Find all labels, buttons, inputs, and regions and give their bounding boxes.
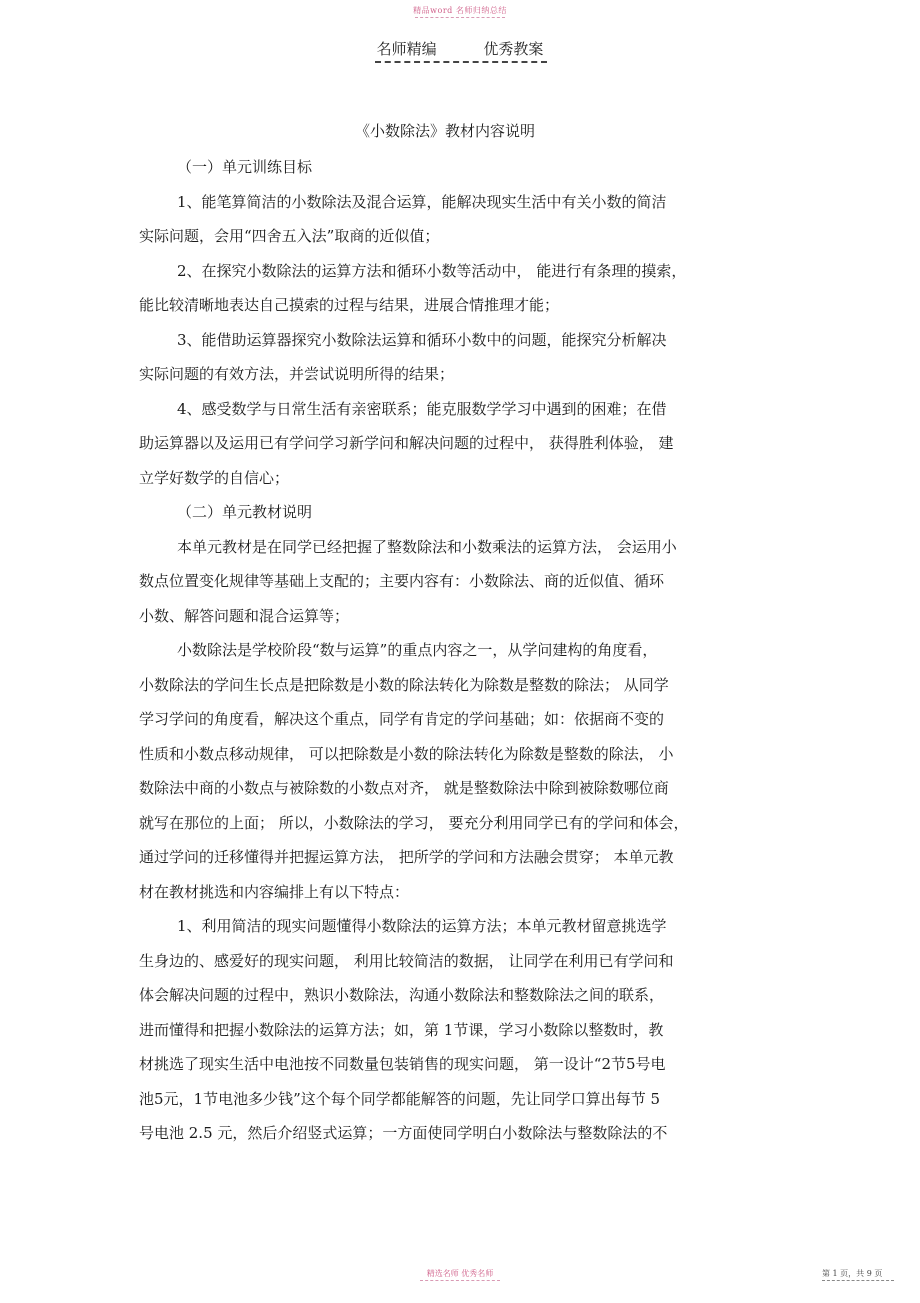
- text-line: 小数除法是学校阶段“数与运算”的重点内容之一，从学问建构的角度看，: [177, 641, 658, 659]
- header-divider: [375, 61, 547, 63]
- bottom-watermark-divider: [420, 1280, 500, 1281]
- text-line: 2、在探究小数除法的运算方法和循环小数等活动中， 能进行有条理的摸索，: [177, 261, 687, 280]
- text-line: 性质和小数点移动规律， 可以把除数是小数的除法转化为除数是整数的除法， 小: [139, 744, 674, 763]
- bottom-watermark: [0, 1268, 920, 1281]
- text-line: 数除法中商的小数点与被除数的小数点对齐， 就是整数除法中除到被除数哪位商: [139, 779, 669, 797]
- page-indicator: [822, 1268, 894, 1281]
- top-watermark-text: 精品word 名师归纳总结: [413, 6, 507, 15]
- text-line: 池5元，1节电池多少钱”这个每个同学都能解答的问题，先让同学口算出每节 5: [139, 1089, 661, 1108]
- top-watermark-divider: [415, 17, 505, 18]
- text-line: 3、能借助运算器探究小数除法运算和循环小数中的问题，能探究分析解决: [177, 330, 667, 349]
- text-line: 助运算器以及运用已有学问学习新学问和解决问题的过程中， 获得胜利体验， 建: [139, 434, 674, 452]
- bottom-watermark-text: 精选名师 优秀名师: [426, 1269, 494, 1278]
- text-line: 材挑选了现实生活中电池按不同数量包装销售的现实问题， 第一设计“2节5号电: [139, 1055, 666, 1073]
- text-line: 进而懂得和把握小数除法的运算方法；如，第 1节课，学习小数除以整数时，教: [139, 1020, 664, 1039]
- text-line: 学习学问的角度看，解决这个重点，同学有肯定的学问基础；如：依据商不变的: [139, 710, 665, 728]
- page-indicator-text: 第 1 页，共 9 页: [822, 1269, 883, 1278]
- header-left: 名师精编: [376, 40, 437, 58]
- document-body: [139, 150, 784, 1151]
- text-line: 就写在那位的上面； 所以，小数除法的学习， 要充分利用同学已有的学问和体会，: [139, 813, 689, 832]
- text-line: 小数、解答问题和混合运算等；: [139, 606, 350, 625]
- document-title: 《小数除法》教材内容说明: [354, 122, 535, 140]
- page-indicator-divider: [822, 1280, 894, 1281]
- section-heading-1: （一）单元训练目标: [177, 158, 313, 176]
- text-line: 实际问题，会用“四舍五入法”取商的近似值；: [139, 227, 440, 245]
- text-line: 实际问题的有效方法，并尝试说明所得的结果；: [139, 365, 455, 383]
- text-line: 立学好数学的自信心；: [139, 468, 290, 487]
- text-line: 数点位置变化规律等基础上支配的；主要内容有：小数除法、商的近似值、循环: [139, 572, 665, 590]
- text-line: 生身边的、感爱好的现实问题， 利用比较简洁的数据， 让同学在利用已有学问和: [139, 951, 674, 970]
- text-line: 通过学问的迁移懂得并把握运算方法， 把所学的学问和方法融会贯穿； 本单元教: [139, 848, 674, 866]
- header-right: 优秀教案: [483, 40, 544, 58]
- text-line: 体会解决问题的过程中，熟识小数除法，沟通小数除法和整数除法之间的联系，: [139, 986, 665, 1004]
- text-line: 能比较清晰地表达自己摸索的过程与结果，进展合情推理才能；: [139, 296, 560, 314]
- text-line: 材在教材挑选和内容编排上有以下特点：: [139, 882, 410, 901]
- text-line: 4、感受数学与日常生活有亲密联系；能克服数学学习中遇到的困难；在借: [177, 399, 667, 418]
- text-line: 1、能笔算简洁的小数除法及混合运算，能解决现实生活中有关小数的简洁: [177, 192, 667, 211]
- section-heading-2: （二）单元教材说明: [177, 503, 313, 521]
- text-line: 号电池 2.5 元，然后介绍竖式运算；一方面使同学明白小数除法与整数除法的不: [139, 1124, 668, 1142]
- text-line: 小数除法的学问生长点是把除数是小数的除法转化为除数是整数的除法； 从同学: [139, 675, 669, 694]
- text-line: 本单元教材是在同学已经把握了整数除法和小数乘法的运算方法， 会运用小: [177, 537, 677, 556]
- page-header: [0, 38, 920, 59]
- text-line: 1、利用简洁的现实问题懂得小数除法的运算方法；本单元教材留意挑选学: [177, 917, 667, 935]
- top-watermark: [0, 5, 920, 18]
